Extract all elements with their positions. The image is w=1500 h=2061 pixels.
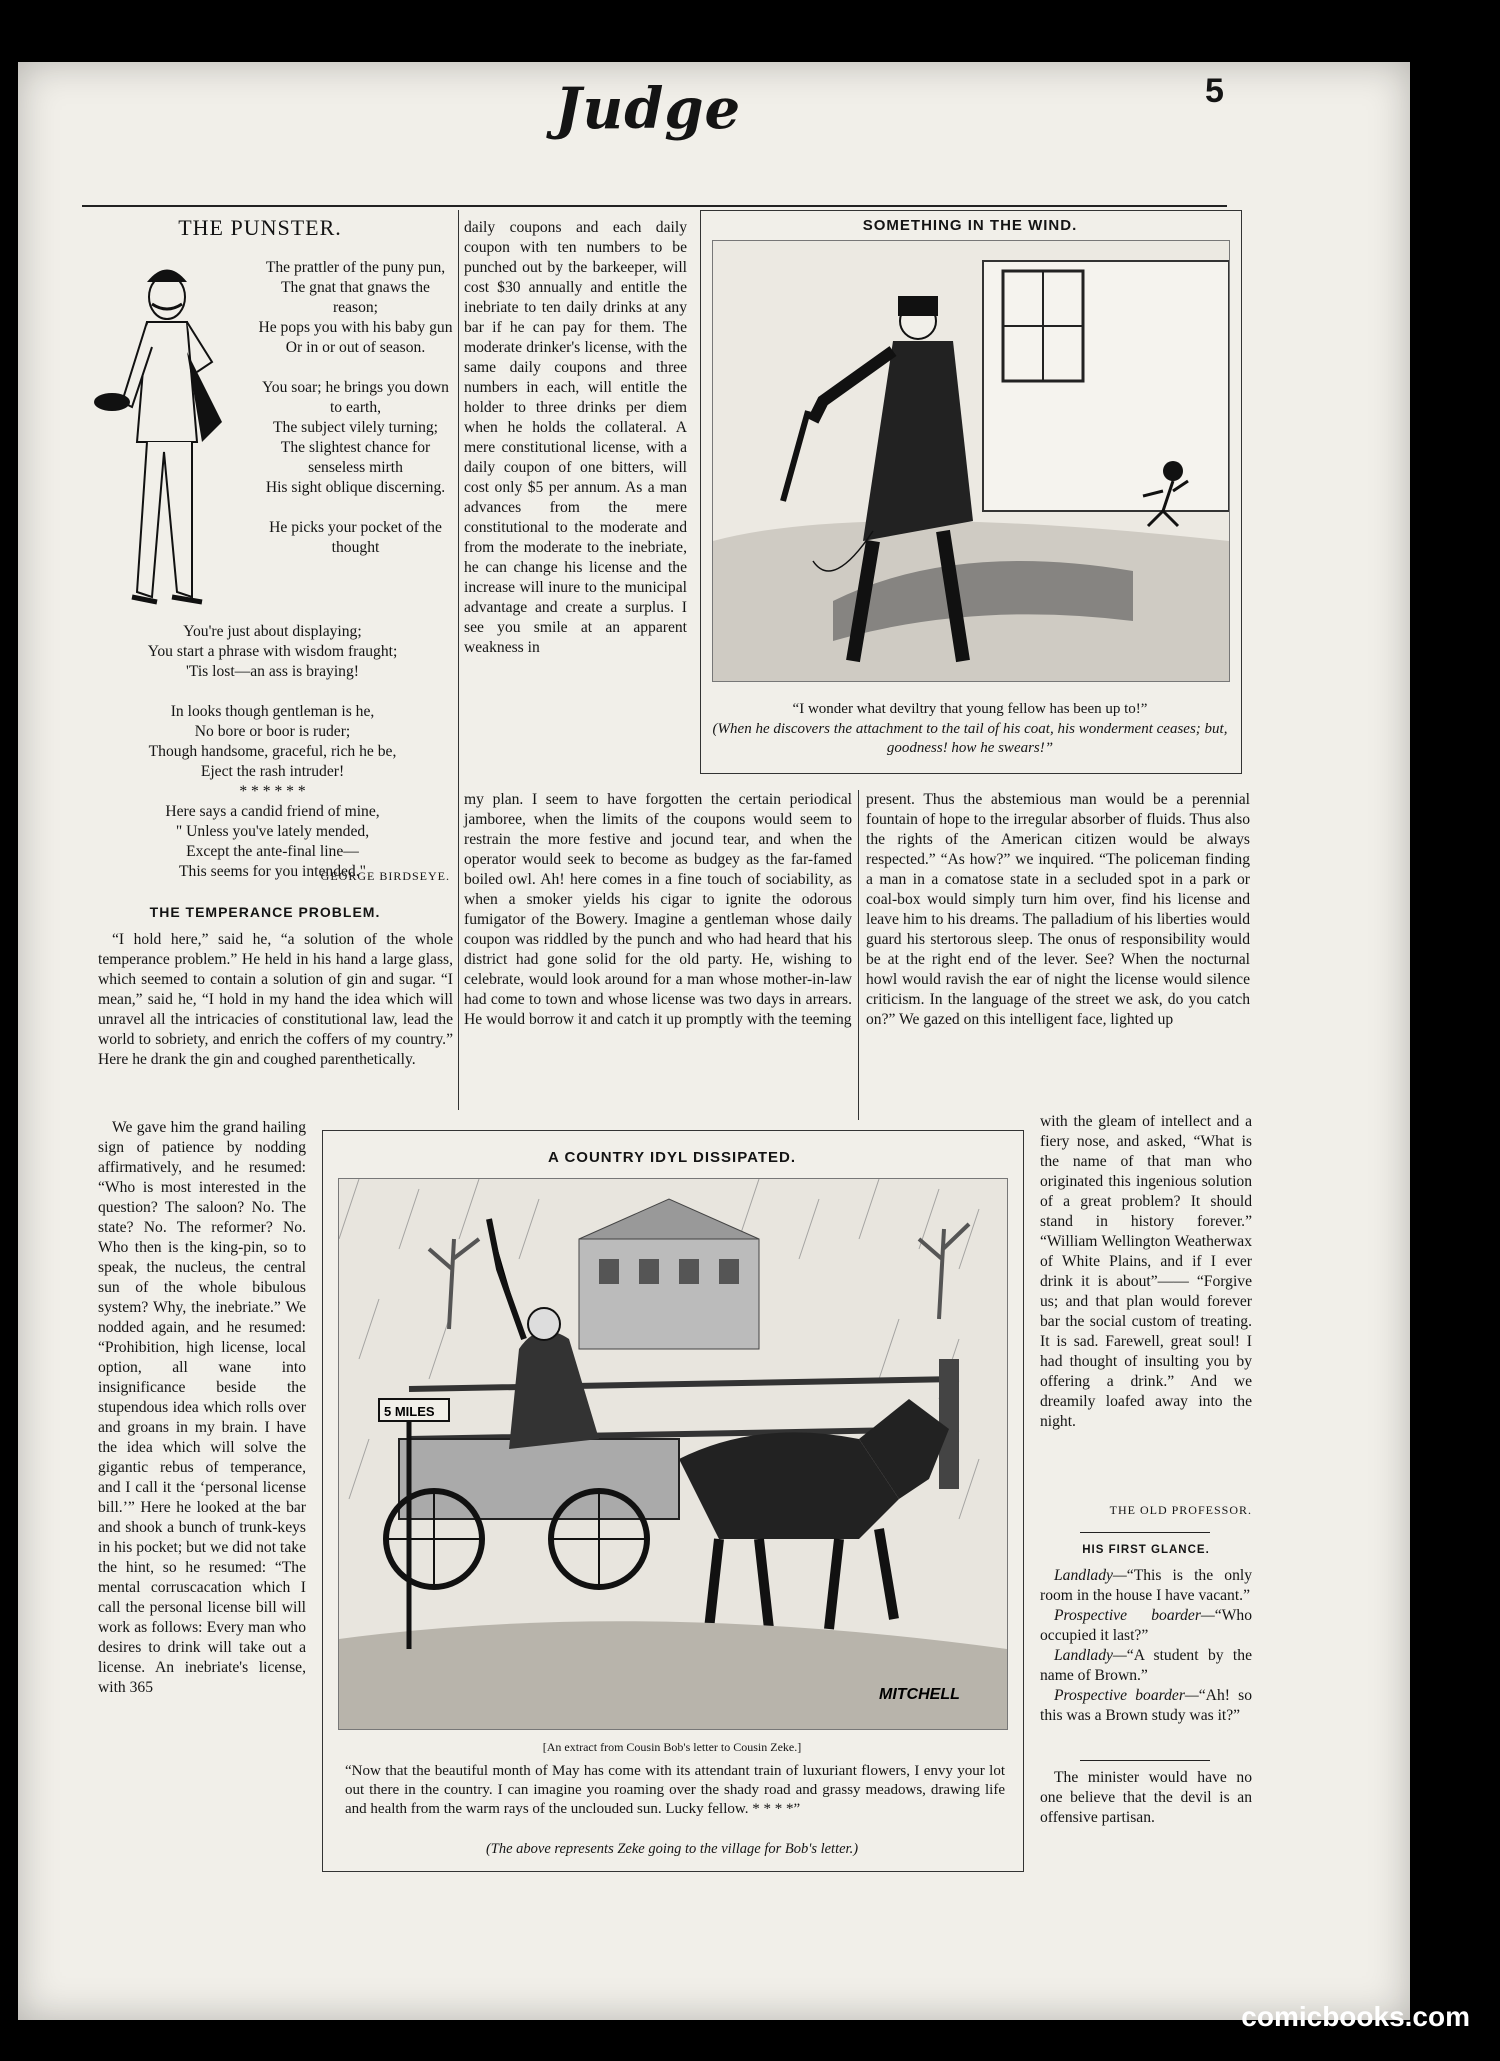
page-number: 5 <box>1205 72 1224 110</box>
paragraph: “I hold here,” said he, “a solution of the whole temperance problem.” He held in his hand a large glass, which seemed to contain a solution of gin and sugar. “I mean,” said he, “I hold in my hand the idea which will unravel all the intricacies of constitutional law, lead the world to sobriety, and enrich the coffers of my country.” Here he drank the gin and coughed parenthetically. <box>98 931 453 1068</box>
poem-line: You're just about displaying; <box>183 623 362 640</box>
first-glance-dialogue <box>1040 1566 1252 1726</box>
temperance-col1-narrow <box>98 1118 306 1698</box>
idyl-footnote: (The above represents Zeke going to the village for Bob's letter.) <box>485 1841 859 1857</box>
poem-line: The subject vilely turning; <box>273 419 438 436</box>
idyl-cartoon-title: A COUNTRY IDYL DISSIPATED. <box>548 1149 796 1166</box>
wind-caption-note: (When he discovers the attachment to the tail of his coat, his wonderment ceases; but, goodness! how he swears!” <box>712 721 1228 756</box>
punster-illustration <box>92 252 242 622</box>
paragraph: with the gleam of intellect and a fiery nose, and asked, “What is the name of that man who originated this ingenious solution of a great problem? It should stand in history forever.” “William Wellington Weatherwax of White Plains, and if I ever drink it is about”—— “Forgive us; and that plan would forever bar the social custom of treating. It is sad. Farewell, great soul! I had thought of insulting you by offering a drink.” And we dreamily loafed away into the night. <box>1040 1113 1252 1430</box>
minister-quip <box>1040 1768 1252 1828</box>
idyl-cartoon-illustration <box>338 1178 1008 1730</box>
wind-cartoon-illustration <box>712 240 1230 682</box>
mile-sign-text: 5 MILES <box>384 1404 435 1419</box>
idyl-letter: “Now that the beautiful month of May has come with its attendant train of luxuriant flowers, I envy your lot out there in the country. I can imagine you roaming over the shady road and grassy meadows, drawing life and health from the warm rays of the unclouded sun. Lucky fellow. * * * *” <box>345 1763 1005 1817</box>
dialogue-line <box>1040 1566 1252 1606</box>
paragraph: present. Thus the abstemious man would be a perennial fountain of hope to the irregular absorber of fluids. Thus also the rights of the American citizen would be always respected.” “As how?” we inquired. “The policeman finding a man in a comatose state in a secluded spot in a park or coal-box would simply turn him over, find his license and leave him to his dreams. The palladium of his liberties would guard his stertorous sleep. The onus of responsibility would be at the right end of the lever. See? When the nocturnal howl would ravish the ear of night the license would silence criticism. In the language of the street we ask, do you catch on?” We gazed on this intelligent face, lighted up <box>866 791 1250 1028</box>
poem-line: " Unless you've lately mended, <box>175 823 370 840</box>
first-glance-title: HIS FIRST GLANCE. <box>1082 1544 1210 1556</box>
building-wall-icon <box>983 261 1229 511</box>
punster-title: THE PUNSTER. <box>178 215 342 240</box>
idyl-extract-note: [An extract from Cousin Bob's letter to Cousin Zeke.] <box>542 1740 802 1754</box>
boy-figure-icon <box>1163 461 1183 481</box>
wind-cartoon-title: SOMETHING IN THE WIND. <box>862 217 1078 234</box>
dialogue-text: “This is the only room in the house I have vacant.” <box>1040 1567 1252 1604</box>
dialogue-line <box>1040 1646 1252 1686</box>
poem-line: Eject the rash intruder! <box>200 763 345 780</box>
paragraph: daily coupons and each daily coupon with ten numbers to be punched out by the barkeeper, will cost $30 annually and entitle the inebriate to ten daily drinks at any bar if he can pay for them. The moderate drinker's license, with the same daily coupons and three numbers in each, will entitle the holder to three drinks per diem when he holds the collateral. A mere constitutional license, with a daily coupon of one bitters, will cost only $5 per annum. As a man advances from the mere constitutional to the moderate and from the moderate to the inebriate, he can change his license and the increase will inure to the municipal advantage and create a surplus. I see you smile at an apparent weakness in <box>464 219 687 656</box>
poem-line: The prattler of the puny pun, <box>265 259 446 276</box>
poem-line: * * * * * * <box>239 783 306 800</box>
dialogue-line <box>1040 1686 1252 1726</box>
poem-line: 'Tis lost—an ass is braying! <box>186 663 359 680</box>
dialogue-line <box>1040 1606 1252 1646</box>
poem-line: You start a phrase with wisdom fraught; <box>147 643 398 660</box>
punster-author: GEORGE BIRDSEYE. <box>320 869 450 883</box>
poem-line <box>258 358 453 378</box>
temperance-author: THE OLD PROFESSOR. <box>1109 1503 1252 1517</box>
speaker-label: Landlady— <box>1054 1647 1127 1664</box>
wind-caption-quote: “I wonder what deviltry that young fellow has been up to!” <box>792 701 1148 717</box>
column-rule <box>858 790 859 1120</box>
poem-line: The slightest chance for senseless mirth <box>280 439 431 476</box>
poem-line: This seems for you intended." <box>179 863 366 880</box>
temperance-col2-wide <box>464 790 852 1030</box>
farmhouse-icon <box>579 1239 759 1349</box>
poem-line: He picks your pocket of the thought <box>269 519 442 556</box>
masthead-logo: Judge <box>555 76 742 142</box>
poem-line: No bore or boor is ruder; <box>194 723 351 740</box>
section-rule <box>1080 1532 1210 1533</box>
poem-line: Except the ante-final line— <box>186 843 359 860</box>
poem-line: Or in or out of season. <box>285 339 426 356</box>
temperance-col3-top <box>866 790 1250 1030</box>
poem-line <box>95 682 450 702</box>
poem-line: Here says a candid friend of mine, <box>165 803 380 820</box>
dialogue-text: “A student by the name of Brown.” <box>1040 1647 1252 1684</box>
punster-poem-right <box>258 258 453 558</box>
dialogue-text: “Who occupied it last?” <box>1040 1607 1252 1644</box>
dialogue-text: “Ah! so this was a Brown study was it?” <box>1040 1687 1252 1724</box>
speaker-label: Landlady— <box>1054 1567 1127 1584</box>
artist-signature: MITCHELL <box>879 1686 960 1703</box>
poem-line: His sight oblique discerning. <box>265 479 446 496</box>
watermark: comicbooks.com <box>1241 2001 1470 2032</box>
paragraph: my plan. I seem to have forgotten the certain periodical jamboree, when the limits of the coupons would seem to restrain the more festive and jocund tear, and when the operator would seek to become as budgey as the far-famed boiled owl. Ah! here comes in a fine touch of sociability, as when a smoker yields his cigar to ignite the odorous fumigator of the Bowery. Imagine a gentleman whose daily coupon was riddled by the punch and who had heard that his district had gone solid for the old party. He, wishing to celebrate, would look around for a man whose mother-in-law had come to town and whose license was two days in arrears. He would borrow it and catch it up promptly with the teeming <box>464 791 852 1028</box>
temperance-col1-top <box>98 930 453 1070</box>
poem-line: He pops you with his baby gun <box>258 319 453 336</box>
poem-line: The gnat that gnaws the reason; <box>281 279 430 316</box>
poem-line <box>258 498 453 518</box>
dandy-figure-icon <box>92 252 242 622</box>
temperance-col2-top <box>464 218 687 658</box>
poem-line: In looks though gentleman is he, <box>170 703 375 720</box>
poem-line: You soar; he brings you down to earth, <box>262 379 449 416</box>
column-rule <box>458 210 459 1110</box>
speaker-label: Prospective boarder— <box>1054 1607 1215 1624</box>
temperance-title: THE TEMPERANCE PROBLEM. <box>149 904 381 920</box>
speaker-label: Prospective boarder— <box>1054 1687 1199 1704</box>
section-rule <box>1080 1760 1210 1761</box>
temperance-col3-narrow <box>1040 1112 1252 1432</box>
paragraph: We gave him the grand hailing sign of patience by nodding affirmatively, and he resumed: “Who is most interested in the question? The saloon? No. The state? No. The reformer? No. Who then is the king-pin, so to speak, the nucleus, the central sun of the whole bibulous system? Why, the inebriate.” We nodded again, and he resumed: “Prohibition, high license, local option, all wane into insignificance beside the stupendous idea which rolls over and groans in my brain. I have the idea which will solve the gigantic rebus of temperance, and I call it the ‘personal license bill.’” Here he looked at the bar and shook a bunch of trunk-keys in his pocket; but we did not take the hint, so he resumed: “The mental corruscacation which I call the personal license bill will work as follows: Every man who desires to drink will take out a license. An inebriate's license, with 365 <box>98 1119 306 1696</box>
masthead-rule <box>82 205 1227 207</box>
poem-line: Though handsome, graceful, rich he be, <box>148 743 397 760</box>
punster-poem-full <box>95 622 450 882</box>
paragraph: The minister would have no one believe that the devil is an offensive partisan. <box>1040 1769 1252 1826</box>
